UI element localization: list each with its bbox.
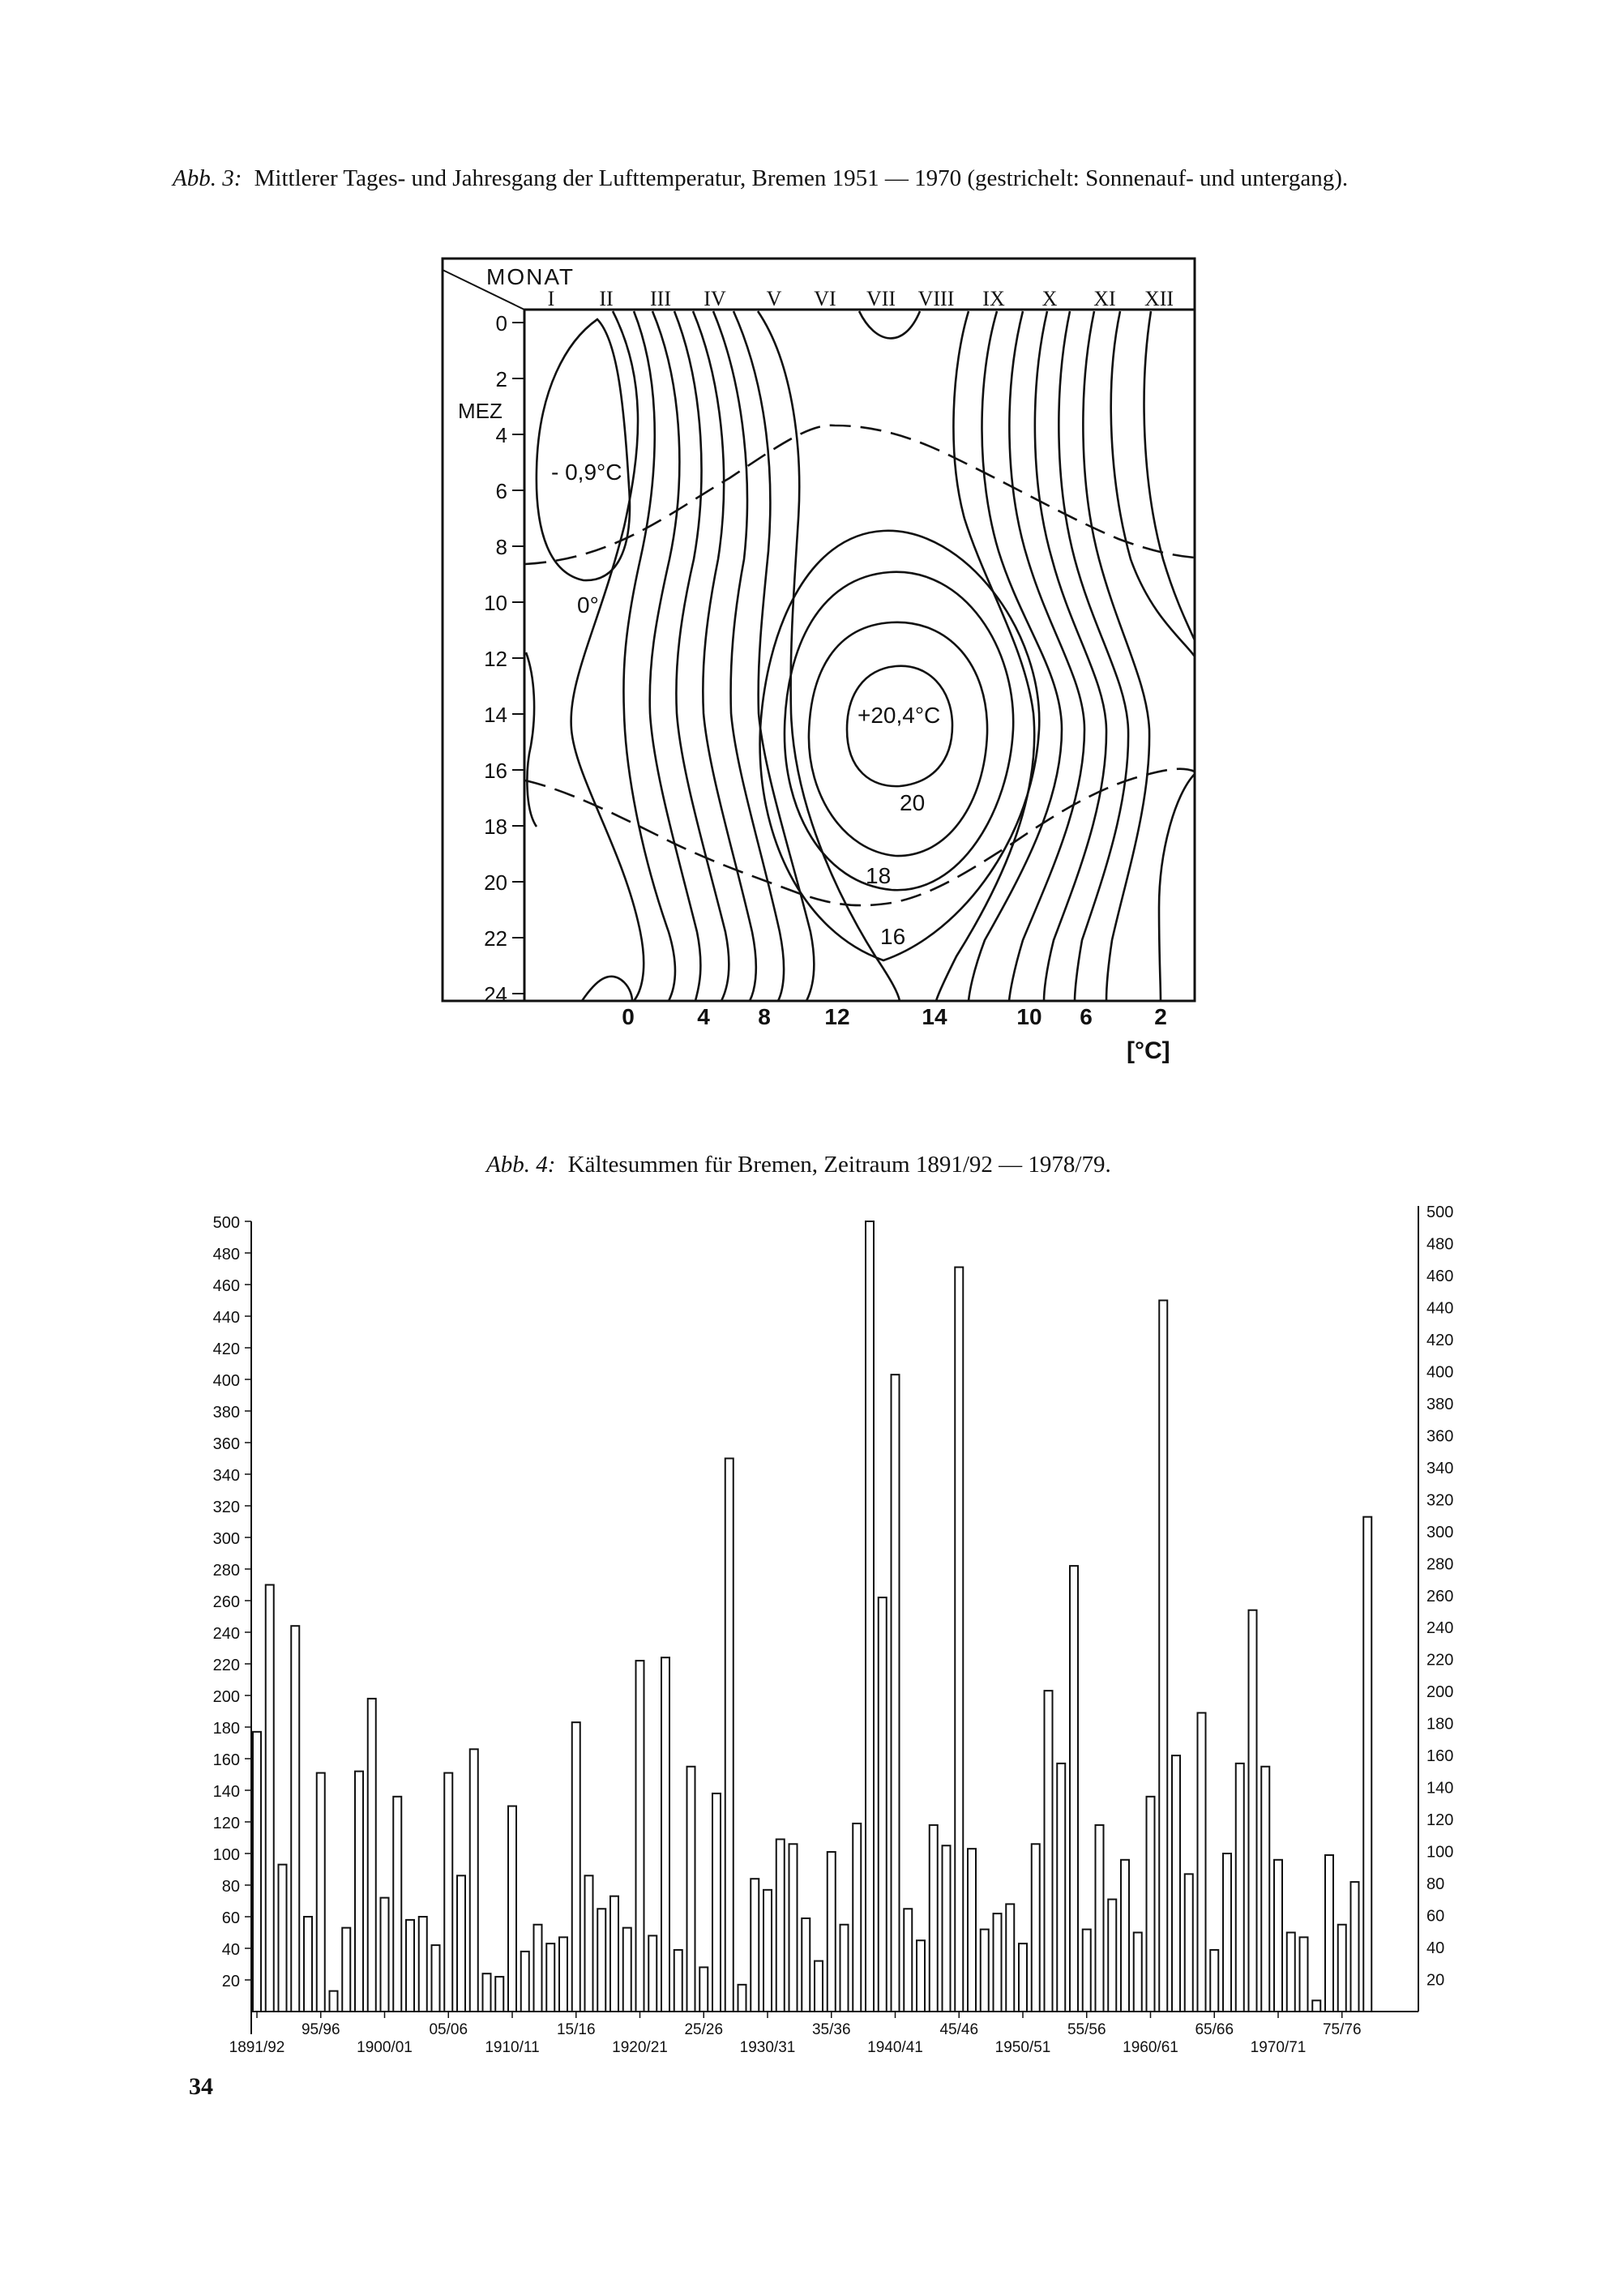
y-tick-label-left: 320 xyxy=(212,1499,240,1516)
x-tick-label: 65/66 xyxy=(1195,2021,1234,2038)
bar xyxy=(368,1699,376,2012)
y-tick-label-right: 200 xyxy=(1426,1683,1454,1702)
y-tick-label-right: 80 xyxy=(1426,1875,1445,1894)
x-tick-label: 45/46 xyxy=(939,2021,979,2038)
contour-scale-label: 12 xyxy=(824,1004,850,1029)
contour-scale-label: 10 xyxy=(1016,1004,1042,1029)
bar xyxy=(892,1375,900,2012)
figure3-month-labels xyxy=(548,287,1174,310)
y-tick-label-right: 20 xyxy=(1426,1971,1445,1990)
annotation-16: 16 xyxy=(880,924,906,949)
bar xyxy=(1363,1517,1371,2012)
x-tick-label: 1960/61 xyxy=(1123,2039,1178,2056)
bar xyxy=(725,1459,734,2012)
x-tick-label: 25/26 xyxy=(684,2021,724,2038)
bar xyxy=(317,1773,325,2012)
bar xyxy=(393,1797,401,2012)
bar xyxy=(1210,1950,1218,2012)
page-number: 34 xyxy=(189,2073,213,2100)
y-tick-label-right: 100 xyxy=(1426,1843,1454,1862)
y-tick-label-right: 240 xyxy=(1426,1619,1454,1638)
contour-scale-label: 14 xyxy=(922,1004,947,1029)
contour-2c xyxy=(1159,774,1195,1001)
x-tick-label: 15/16 xyxy=(556,2021,596,2038)
figure4-label: Abb. 4: xyxy=(486,1152,556,1178)
contour-scale-label: 6 xyxy=(1080,1004,1093,1029)
bar xyxy=(1019,1943,1027,2012)
contour-4b xyxy=(1083,311,1149,1001)
figure4-right-ticks xyxy=(1426,1204,1453,1990)
bar xyxy=(330,1991,338,2012)
y-tick-label-right: 220 xyxy=(1426,1651,1454,1670)
bar xyxy=(470,1749,478,2012)
y-tick-label-left: 360 xyxy=(212,1435,240,1453)
bar xyxy=(904,1909,912,2012)
bar xyxy=(687,1767,695,2012)
x-tick-label: 1950/51 xyxy=(994,2039,1051,2056)
bar xyxy=(1083,1930,1091,2012)
bar xyxy=(1057,1764,1065,2012)
bar xyxy=(802,1918,810,2012)
y-tick-label-left: 280 xyxy=(212,1562,240,1580)
hour-label: 12 xyxy=(484,647,507,671)
annotation-max: +20,4°C xyxy=(858,703,941,728)
y-tick-label-right: 180 xyxy=(1426,1715,1454,1734)
figure4-left-ticks xyxy=(213,1214,251,1990)
y-tick-label-left: 20 xyxy=(221,1973,240,1990)
y-tick-label-left: 200 xyxy=(212,1688,240,1706)
y-tick-label-left: 480 xyxy=(212,1246,240,1263)
y-tick-label-right: 500 xyxy=(1426,1204,1454,1221)
bar xyxy=(623,1928,631,2012)
month-label: VIII xyxy=(917,287,955,310)
hour-label: 10 xyxy=(484,591,507,615)
y-tick-label-left: 40 xyxy=(221,1941,240,1959)
figure4-caption xyxy=(485,1152,1111,1178)
x-tick-label: 1910/11 xyxy=(485,2039,540,2056)
bar xyxy=(495,1977,503,2012)
figure3-contours xyxy=(526,311,1195,1001)
bar xyxy=(304,1917,312,2012)
contour-0a xyxy=(571,311,644,1001)
bar xyxy=(432,1945,440,2012)
y-tick-label-right: 260 xyxy=(1426,1587,1454,1605)
month-label: V xyxy=(766,287,782,310)
bar xyxy=(1261,1767,1269,2012)
contour-vii-top xyxy=(859,311,920,338)
contour-min-loop xyxy=(537,319,630,580)
bar xyxy=(483,1973,491,2012)
y-tick-label-right: 400 xyxy=(1426,1363,1454,1382)
contour-2b xyxy=(1111,311,1195,656)
y-tick-label-left: 400 xyxy=(212,1372,240,1390)
bar xyxy=(968,1849,976,2012)
contour-scale-label: 2 xyxy=(1154,1004,1167,1029)
y-tick-label-left: 500 xyxy=(212,1214,240,1232)
bar xyxy=(1198,1712,1206,2012)
bar xyxy=(699,1967,708,2012)
month-label: VII xyxy=(866,287,896,310)
y-tick-label-left: 220 xyxy=(212,1657,240,1674)
bar xyxy=(1236,1764,1244,2012)
bar xyxy=(738,1985,746,2012)
hour-label: 0 xyxy=(495,311,507,336)
bar xyxy=(866,1221,874,2012)
month-label: II xyxy=(599,287,614,310)
bar xyxy=(712,1794,721,2012)
x-tick-label: 95/96 xyxy=(301,2021,340,2038)
x-tick-label: 1970/71 xyxy=(1250,2039,1307,2056)
y-tick-label-left: 60 xyxy=(221,1909,240,1927)
bar xyxy=(1147,1797,1155,2012)
bar xyxy=(1274,1860,1282,2012)
bar xyxy=(291,1626,299,2012)
month-label: III xyxy=(650,287,671,310)
bar xyxy=(815,1961,823,2012)
contour-14b xyxy=(936,311,1034,1001)
figure3-sun-lines xyxy=(525,425,1195,905)
x-tick-label: 1900/01 xyxy=(357,2039,413,2056)
figure4-caption-text: Kältesummen für Bremen, Zeitraum 1891/92 — 1978/79. xyxy=(567,1152,1111,1178)
x-tick-label: 1940/41 xyxy=(867,2039,923,2056)
hour-label: 24 xyxy=(484,982,507,1007)
bar xyxy=(853,1824,861,2012)
y-tick-label-right: 480 xyxy=(1426,1235,1454,1254)
bar xyxy=(1045,1691,1053,2012)
bar xyxy=(674,1950,682,2012)
bar xyxy=(1108,1900,1116,2012)
bar xyxy=(661,1657,669,2012)
x-tick-label: 1891/92 xyxy=(229,2039,285,2056)
contour-6a xyxy=(674,311,729,1001)
y-tick-label-left: 160 xyxy=(212,1751,240,1769)
month-label: VI xyxy=(814,287,836,310)
bar xyxy=(381,1898,389,2012)
hour-label: 16 xyxy=(484,759,507,783)
bar xyxy=(751,1879,759,2012)
annotation-zero: 0° xyxy=(577,592,599,618)
hour-label: 2 xyxy=(495,367,507,391)
y-tick-label-left: 260 xyxy=(212,1593,240,1611)
bar xyxy=(355,1772,363,2012)
month-label: IV xyxy=(704,287,726,310)
hour-label: 4 xyxy=(495,423,507,447)
y-tick-label-left: 120 xyxy=(212,1815,240,1832)
y-tick-label-right: 60 xyxy=(1426,1907,1445,1926)
month-label: XII xyxy=(1144,287,1174,310)
figure3-unit-label: [°C] xyxy=(1127,1037,1170,1064)
bar xyxy=(253,1732,261,2012)
x-tick-label: 75/76 xyxy=(1322,2021,1362,2038)
annotation-18: 18 xyxy=(866,863,892,888)
y-tick-label-right: 440 xyxy=(1426,1299,1454,1318)
contour-10b xyxy=(1009,311,1084,1001)
bar xyxy=(521,1952,529,2012)
y-tick-label-left: 300 xyxy=(212,1530,240,1548)
y-tick-label-right: 300 xyxy=(1426,1523,1454,1541)
y-tick-label-right: 320 xyxy=(1426,1491,1454,1510)
bar xyxy=(828,1852,836,2012)
hour-label: 22 xyxy=(484,926,507,951)
contour-20-loop xyxy=(809,622,987,856)
bar xyxy=(1121,1860,1129,2012)
figure3-caption-text: Mittlerer Tages- und Jahresgang der Lufttemperatur, Bremen 1951 — 1970 (gestrichelt: Sonnenauf- und untergang). xyxy=(254,165,1349,191)
annotation-min: - 0,9°C xyxy=(551,460,622,485)
bar xyxy=(1249,1610,1257,2012)
x-tick-label: 1930/31 xyxy=(739,2039,796,2056)
bar xyxy=(789,1844,798,2012)
bar xyxy=(1351,1882,1359,2012)
contour-10a xyxy=(713,311,784,1001)
contour-12b xyxy=(969,311,1062,1001)
y-tick-label-right: 140 xyxy=(1426,1779,1454,1798)
bar xyxy=(636,1661,644,2012)
bar xyxy=(597,1909,605,2012)
figure3-bottom-labels xyxy=(622,1004,1167,1029)
month-label: I xyxy=(547,287,555,310)
bar xyxy=(1172,1755,1180,2012)
y-tick-label-right: 120 xyxy=(1426,1811,1454,1830)
contour-8a xyxy=(693,311,756,1001)
y-tick-label-left: 180 xyxy=(212,1720,240,1738)
bar xyxy=(610,1896,618,2012)
contour-left-edge xyxy=(526,652,537,827)
y-tick-label-right: 460 xyxy=(1426,1267,1454,1285)
y-tick-label-right: 360 xyxy=(1426,1427,1454,1446)
bar xyxy=(1338,1925,1346,2012)
bar xyxy=(342,1928,350,2012)
x-tick-label: 1920/21 xyxy=(612,2039,668,2056)
bar xyxy=(534,1925,542,2012)
bar xyxy=(559,1937,567,2012)
bar xyxy=(1032,1844,1040,2012)
bar xyxy=(546,1943,554,2012)
bar xyxy=(266,1585,274,2012)
y-tick-label-right: 420 xyxy=(1426,1331,1454,1349)
figure3-unit xyxy=(1127,1037,1170,1064)
y-tick-label-right: 340 xyxy=(1426,1459,1454,1477)
bar xyxy=(1070,1566,1078,2012)
x-tick-label: 35/36 xyxy=(811,2021,851,2038)
bar xyxy=(1096,1825,1104,2012)
y-tick-label-left: 420 xyxy=(212,1340,240,1358)
figure4-chart xyxy=(213,1204,1454,2056)
figure3-yaxis-label: MEZ xyxy=(458,399,503,423)
bar xyxy=(279,1865,287,2012)
y-tick-label-right: 280 xyxy=(1426,1555,1454,1574)
sunset-line xyxy=(525,769,1195,905)
y-tick-label-left: 460 xyxy=(212,1277,240,1295)
y-tick-label-right: 380 xyxy=(1426,1395,1454,1413)
bar xyxy=(955,1268,963,2012)
contour-scale-label: 4 xyxy=(697,1004,710,1029)
figure4-x-labels xyxy=(229,2012,1362,2056)
bar xyxy=(508,1806,516,2012)
y-tick-label-right: 160 xyxy=(1426,1747,1454,1766)
month-label: X xyxy=(1041,287,1058,310)
hour-label: 8 xyxy=(495,535,507,559)
bar xyxy=(994,1913,1002,2012)
contour-scale-label: 0 xyxy=(622,1004,635,1029)
bar xyxy=(1134,1933,1142,2012)
y-tick-label-left: 380 xyxy=(212,1404,240,1422)
contour-12a xyxy=(734,311,814,1001)
figure3-diagram xyxy=(443,259,1195,1064)
bar xyxy=(444,1773,452,2012)
bar xyxy=(776,1839,785,2012)
bar xyxy=(1159,1301,1167,2012)
figure3-corner-label: MONAT xyxy=(486,264,575,289)
bar xyxy=(457,1875,465,2012)
bar xyxy=(879,1597,887,2012)
month-label: IX xyxy=(982,287,1005,310)
bar xyxy=(419,1917,427,2012)
figure4-bars xyxy=(253,1221,1371,2012)
bar xyxy=(1312,2000,1320,2012)
bar xyxy=(981,1930,989,2012)
bar xyxy=(572,1722,580,2012)
hour-label: 20 xyxy=(484,870,507,895)
bar xyxy=(1300,1937,1308,2012)
bar xyxy=(1223,1853,1231,2012)
bar xyxy=(585,1875,593,2012)
contour-bottom-bump xyxy=(582,977,632,1001)
hour-label: 18 xyxy=(484,815,507,839)
y-tick-label-left: 80 xyxy=(221,1878,240,1896)
annotation-20: 20 xyxy=(900,790,926,815)
bar xyxy=(1287,1933,1295,2012)
bar xyxy=(930,1825,938,2012)
bar xyxy=(943,1845,951,2012)
y-tick-label-left: 100 xyxy=(212,1846,240,1864)
bar xyxy=(840,1925,849,2012)
x-tick-label: 55/56 xyxy=(1067,2021,1106,2038)
bar xyxy=(406,1920,414,2012)
bar xyxy=(1006,1904,1014,2012)
hour-label: 6 xyxy=(495,479,507,503)
figure3-label: Abb. 3: xyxy=(173,165,242,191)
contour-scale-label: 8 xyxy=(758,1004,771,1029)
y-tick-label-left: 440 xyxy=(212,1309,240,1327)
bar xyxy=(648,1935,657,2012)
x-tick-label: 05/06 xyxy=(429,2021,468,2038)
figure3-caption xyxy=(171,165,1348,191)
y-tick-label-left: 140 xyxy=(212,1783,240,1801)
bar xyxy=(763,1890,772,2012)
bar xyxy=(917,1940,925,2012)
hour-label: 14 xyxy=(484,703,507,727)
bar xyxy=(1325,1855,1333,2012)
bar xyxy=(1185,1874,1193,2012)
y-tick-label-left: 240 xyxy=(212,1625,240,1643)
y-tick-label-right: 40 xyxy=(1426,1939,1445,1958)
y-tick-label-left: 340 xyxy=(212,1467,240,1485)
month-label: XI xyxy=(1093,287,1116,310)
contour-0b xyxy=(1144,311,1195,640)
